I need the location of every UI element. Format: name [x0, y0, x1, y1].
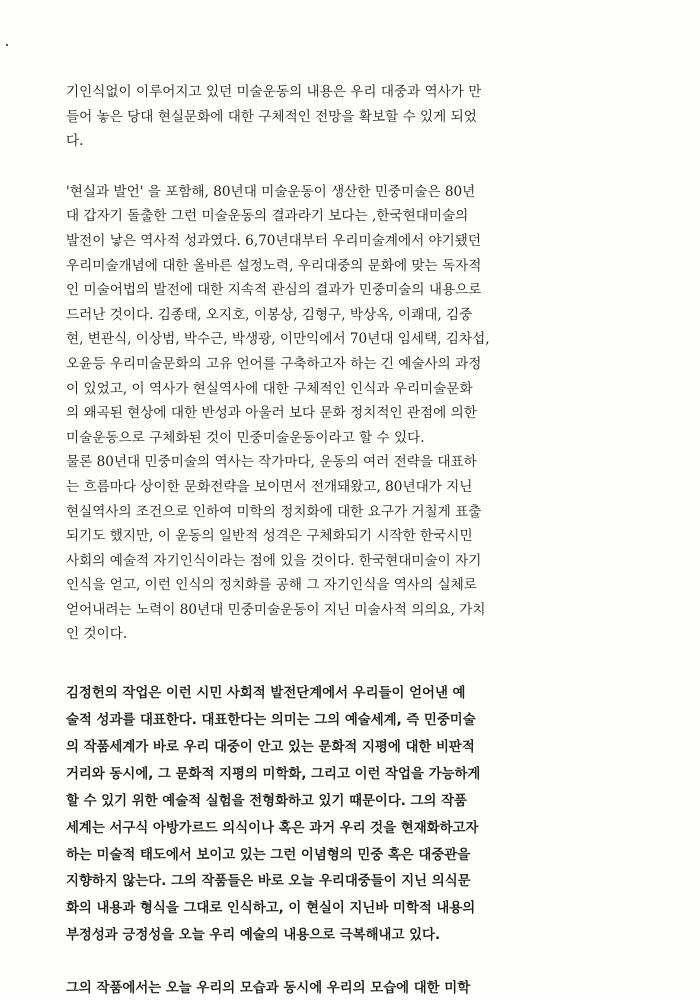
text-line: 부정성과 긍정성을 오늘 우리 예술의 내용으로 극복해내고 있다. [66, 928, 441, 944]
text-line: 우리미술개념에 대한 올바른 설정노력, 우리대중의 문화에 맞는 독자적 [66, 257, 482, 274]
text-line: 현실역사의 조건으로 인하여 미학의 정치화에 대한 요구가 거칠게 표출 [66, 503, 482, 520]
text-line: 의 작품세계가 바로 우리 대중이 안고 있는 문화적 지평에 대한 비판적 [66, 739, 475, 755]
text-line: 는 흐름마다 상이한 문화전략을 보이면서 전개돼왔고, 80년대가 지닌 [66, 478, 473, 495]
document-body [66, 80, 626, 1003]
text-line: 그의 작품에서는 오늘 우리의 모습과 동시에 우리의 모습에 대한 미학 [66, 981, 471, 997]
paragraph-1 [66, 80, 626, 154]
text-line: 현, 변관식, 이상범, 박수근, 박생광, 이만익에서 70년대 임세택, 김차섭, [66, 331, 490, 348]
paragraph-5 [66, 976, 626, 1003]
scan-speck [6, 44, 8, 46]
text-line: 얻어내려는 노력이 80년대 민중미술운동이 지닌 미술사적 의의요, 가치 [66, 601, 486, 618]
text-line: 드러난 것이다. 김종태, 오지호, 이봉상, 김형구, 박상옥, 이쾌대, 김중 [66, 306, 473, 323]
text-line: 이 있었고, 이 역사가 현실역사에 대한 구체적인 인식과 우리미술문화 [66, 380, 473, 397]
text-line: 다. [66, 133, 84, 150]
text-line: 인 미술어법의 발전에 대한 지속적 관심의 결과가 민중미술의 내용으로 [66, 282, 482, 299]
text-line: 거리와 동시에, 그 문화적 지평의 미학화, 그리고 이런 작업을 가능하게 [66, 766, 481, 782]
text-line: 하는 미술적 태도에서 보이고 있는 그런 이념형의 민중 혹은 대중관을 [66, 847, 471, 863]
text-line: '현실과 발언' 을 포함해, 80년대 미술운동이 생산한 민중미술은 80년 [66, 183, 476, 200]
text-line: 물론 80년대 민중미술의 역사는 작가마다, 운동의 여러 전략을 대표하 [66, 454, 477, 471]
text-line: 화의 내용과 형식을 그대로 인식하고, 이 현실이 지닌바 미학적 내용의 [66, 901, 476, 917]
text-line: 김정헌의 작업은 이런 시민 사회적 발전단계에서 우리들이 얻어낸 예 [66, 686, 466, 702]
text-line: 인 것이다. [66, 626, 128, 643]
text-line: 들어 놓은 당대 현실문화에 대한 구체적인 전망을 확보할 수 있게 되었 [66, 108, 477, 125]
text-line: 세계는 서구식 아방가르드 의식이나 혹은 과거 우리 것을 현재화하고자 [66, 820, 479, 836]
text-line: 사회의 예술적 자기인식이라는 점에 있을 것이다. 한국현대미술이 자기 [66, 552, 482, 569]
text-line: 미술운동으로 구체화된 것이 민중미술운동이라고 할 수 있다. [66, 429, 425, 446]
text-line: 기인식없이 이루어지고 있던 미술운동의 내용은 우리 대중과 역사가 만 [66, 84, 482, 100]
paragraph-2 [66, 180, 626, 451]
text-line: 의 왜곡된 현상에 대한 반성과 아울러 보다 문화 정치적인 관점에 의한 [66, 405, 477, 422]
text-line: 오윤등 우리미술문화의 고유 언어를 구축하고자 하는 긴 예술사의 과정 [66, 355, 482, 372]
text-line: 되기도 했지만, 이 운동의 일반적 성격은 구체화되기 시작한 한국시민 [66, 528, 473, 545]
paragraph-3 [66, 450, 626, 647]
text-line: 할 수 있기 위한 예술적 실험을 전형화하고 있기 때문이다. 그의 작품 [66, 793, 467, 809]
text-line: 대 갑자기 돌출한 그런 미술운동의 결과라기 보다는 ,한국현대미술의 [66, 208, 469, 225]
paragraph-4 [66, 681, 626, 950]
text-line: 술적 성과를 대표한다. 대표한다는 의미는 그의 예술세계, 즉 민중미술 [66, 712, 476, 728]
text-line: 인식을 얻고, 이런 인식의 정치화를 공해 그 자기인식을 역사의 실체로 [66, 577, 477, 594]
text-line: 지향하지 않는다. 그의 작품들은 바로 오늘 우리대중들이 지닌 의식문 [66, 874, 471, 890]
text-line: 발전이 낳은 역사적 성과였다. 6,70년대부터 우리미술계에서 야기됐던 [66, 232, 482, 249]
